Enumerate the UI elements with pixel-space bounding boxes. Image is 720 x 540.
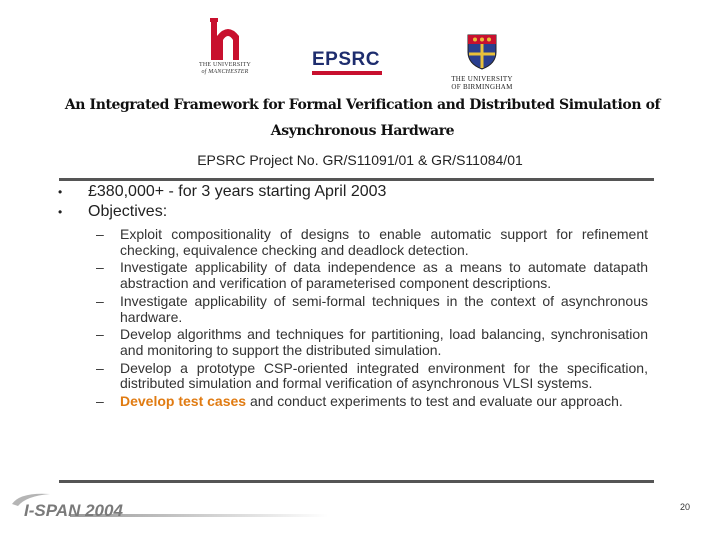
page-number: 20	[680, 502, 691, 512]
epsrc-wordmark: EPSRC	[312, 49, 380, 70]
ispan-footer-logo	[10, 490, 330, 525]
dash-glyph: –	[96, 259, 104, 276]
objective-text: Investigate applicability of semi-formal techniques in the context of asynchronous hardware.	[120, 292, 648, 325]
objectives-list	[96, 227, 648, 412]
manchester-caption-line1: THE UNIVERSITY	[199, 62, 251, 68]
objective-item	[96, 260, 648, 291]
objective-text: Develop a prototype CSP-oriented integrated environment for the specification, distributed simulation and formal verification of asynchronous VLSI systems.	[120, 359, 648, 392]
slide-title: An Integrated Framework for Formal Verification and Distributed Simulation of Asynchronous Hardware	[64, 97, 661, 139]
objective-item	[96, 294, 648, 325]
epsrc-logo	[312, 50, 384, 84]
birmingham-logo	[437, 32, 527, 98]
objective-text: Investigate applicability of data independence as a means to automate datapath abstraction and verification of parameterised component descriptions.	[120, 259, 648, 292]
birmingham-caption-line2: OF BIRMINGHAM	[451, 83, 513, 91]
objective-item	[96, 361, 648, 392]
dash-glyph: –	[96, 292, 104, 309]
birmingham-shield-icon	[465, 32, 499, 70]
manchester-caption-line2: of MANCHESTER	[201, 69, 249, 75]
dash-glyph: –	[96, 359, 104, 376]
objective-item	[96, 227, 648, 258]
logo-row	[0, 10, 720, 90]
dash-glyph: –	[96, 226, 104, 242]
main-bullet-list	[58, 182, 658, 222]
bullet-objectives	[58, 202, 658, 222]
objective-text: and conduct experiments to test and evaluate our approach.	[246, 393, 623, 410]
manchester-crest-icon	[208, 18, 242, 62]
objective-highlight: Develop test cases	[120, 393, 247, 410]
birmingham-caption-line1: THE UNIVERSITY	[451, 75, 513, 83]
manchester-logo	[190, 18, 260, 98]
bullet-funding	[58, 182, 658, 202]
bullet-objectives-text: Objectives:	[88, 203, 168, 220]
bullet-glyph: •	[58, 185, 63, 199]
dash-glyph: –	[96, 393, 104, 410]
objective-text: Develop algorithms and techniques for partitioning, load balancing, synchronisation and monitoring to support the distributed simulation.	[120, 326, 648, 358]
top-divider	[59, 178, 654, 181]
objective-text: Exploit compositionality of designs to enable automatic support for refinement checking, equivalence checking and deadlock detection.	[120, 226, 648, 258]
project-number: EPSRC Project No. GR/S11091/01 & GR/S11084/01	[197, 152, 523, 168]
bullet-glyph: •	[58, 205, 63, 219]
epsrc-underline	[312, 71, 382, 75]
ispan-logo-icon	[10, 490, 330, 525]
ispan-logo-text: I-SPAN 2004	[24, 501, 123, 520]
bottom-divider	[59, 480, 654, 483]
objective-item	[96, 394, 648, 410]
bullet-funding-text: £380,000+ - for 3 years starting April 2003	[88, 183, 387, 200]
objective-item	[96, 327, 648, 358]
dash-glyph: –	[96, 326, 104, 343]
